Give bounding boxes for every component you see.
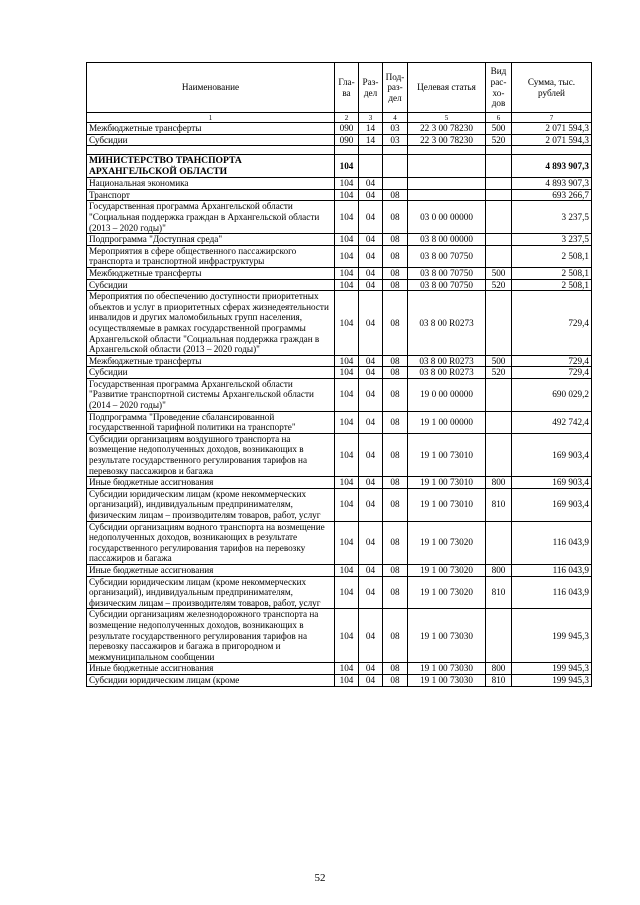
cell-sum: 729,4	[512, 367, 592, 379]
cell-sum: 2 508,1	[512, 267, 592, 279]
cell-name	[87, 146, 335, 155]
cell-vid	[486, 521, 512, 564]
cell-target: 19 1 00 73020	[408, 564, 486, 576]
cell-target: 19 1 00 00000	[408, 411, 486, 433]
cell-razdel: 04	[359, 564, 383, 576]
cell-target: 19 1 00 73010	[408, 477, 486, 489]
cell-podrazdel: 08	[383, 674, 408, 686]
cell-razdel	[359, 155, 383, 178]
table-row	[87, 378, 592, 411]
cell-podrazdel: 08	[383, 201, 408, 234]
cell-name: Государственная программа Архангельской области "Развитие транспортной системы Архангельской области (2014 – 2020 годы)"	[87, 378, 335, 411]
cell-razdel: 04	[359, 521, 383, 564]
cell-podrazdel	[383, 178, 408, 190]
cell-target: 03 8 00 70750	[408, 245, 486, 267]
column-number-row	[87, 113, 592, 123]
cell-vid	[486, 146, 512, 155]
cell-vid	[486, 433, 512, 476]
cell-target: 19 0 00 00000	[408, 378, 486, 411]
table-row	[87, 355, 592, 367]
table-row	[87, 411, 592, 433]
cell-razdel: 04	[359, 267, 383, 279]
cell-glava: 104	[335, 576, 359, 609]
cell-vid	[486, 155, 512, 178]
cell-vid: 500	[486, 267, 512, 279]
table-row	[87, 155, 592, 178]
cell-sum: 116 043,9	[512, 521, 592, 564]
cell-razdel: 04	[359, 201, 383, 234]
cell-vid	[486, 178, 512, 190]
header-glava: Гла- ва	[335, 63, 359, 113]
cell-name: Субсидии	[87, 134, 335, 146]
cell-vid	[486, 378, 512, 411]
cell-vid: 520	[486, 134, 512, 146]
cell-name: Мероприятия по обеспечению доступности приоритетных объектов и услуг в приоритетных сферах жизнедеятельности инвалидов и других маломобильных групп населения, осуществляемые в рамках государственной программы Архангельской области "Социальная поддержка граждан в Архангельской области (2013 – 2020 годы)"	[87, 291, 335, 356]
cell-podrazdel: 08	[383, 279, 408, 291]
table-row	[87, 564, 592, 576]
header-row	[87, 63, 592, 113]
cell-podrazdel: 08	[383, 576, 408, 609]
cell-sum: 729,4	[512, 291, 592, 356]
cell-glava: 104	[335, 609, 359, 663]
column-number: 1	[87, 113, 335, 123]
cell-sum: 199 945,3	[512, 609, 592, 663]
cell-razdel: 14	[359, 123, 383, 135]
cell-podrazdel: 08	[383, 234, 408, 246]
cell-podrazdel: 08	[383, 378, 408, 411]
table-row	[87, 488, 592, 521]
cell-name: Иные бюджетные ассигнования	[87, 477, 335, 489]
cell-target	[408, 189, 486, 201]
table-row	[87, 201, 592, 234]
cell-target: 03 8 00 R0273	[408, 291, 486, 356]
table-row	[87, 123, 592, 135]
cell-name: Субсидии юридическим лицам (кроме некоммерческих организаций), индивидуальным предпринимателям, физическим лицам – производителям товаров, работ, услуг	[87, 576, 335, 609]
cell-name: Субсидии	[87, 367, 335, 379]
column-number: 6	[486, 113, 512, 123]
cell-name: Субсидии организациям воздушного транспорта на возмещение недополученных доходов, возникающих в результате государственного регулирования тарифов на перевозку пассажиров и багажа	[87, 433, 335, 476]
cell-sum: 2 508,1	[512, 245, 592, 267]
table-row	[87, 609, 592, 663]
cell-vid	[486, 245, 512, 267]
cell-target: 03 8 00 70750	[408, 267, 486, 279]
cell-glava: 104	[335, 234, 359, 246]
cell-name: Субсидии	[87, 279, 335, 291]
cell-razdel: 04	[359, 477, 383, 489]
cell-podrazdel: 08	[383, 663, 408, 675]
cell-target: 19 1 00 73030	[408, 609, 486, 663]
cell-podrazdel	[383, 146, 408, 155]
cell-vid: 800	[486, 477, 512, 489]
cell-target: 19 1 00 73030	[408, 663, 486, 675]
table-row	[87, 477, 592, 489]
cell-vid: 800	[486, 564, 512, 576]
cell-razdel: 04	[359, 291, 383, 356]
cell-razdel	[359, 146, 383, 155]
cell-podrazdel: 03	[383, 123, 408, 135]
cell-name: Государственная программа Архангельской области "Социальная поддержка граждан в Архангельской области (2013 – 2020 годы)"	[87, 201, 335, 234]
cell-name: Иные бюджетные ассигнования	[87, 663, 335, 675]
cell-podrazdel: 03	[383, 134, 408, 146]
column-number: 2	[335, 113, 359, 123]
cell-glava: 104	[335, 411, 359, 433]
cell-podrazdel: 08	[383, 521, 408, 564]
cell-glava: 090	[335, 123, 359, 135]
cell-name: Межбюджетные трансферты	[87, 123, 335, 135]
table-row	[87, 234, 592, 246]
cell-name: Межбюджетные трансферты	[87, 355, 335, 367]
cell-sum: 729,4	[512, 355, 592, 367]
cell-name: Субсидии организациям железнодорожного транспорта на возмещение недополученных доходов, возникающих в результате государственного регулирования тарифов на перевозку пассажиров и багажа в пригородном и межмуниципальном сообщении	[87, 609, 335, 663]
cell-glava: 104	[335, 355, 359, 367]
cell-sum: 199 945,3	[512, 674, 592, 686]
cell-glava: 104	[335, 291, 359, 356]
table-row	[87, 134, 592, 146]
cell-razdel: 04	[359, 178, 383, 190]
cell-razdel: 04	[359, 234, 383, 246]
cell-target: 03 8 00 R0273	[408, 367, 486, 379]
cell-vid	[486, 234, 512, 246]
cell-vid: 500	[486, 355, 512, 367]
cell-sum: 690 029,2	[512, 378, 592, 411]
cell-sum: 199 945,3	[512, 663, 592, 675]
cell-sum: 4 893 907,3	[512, 155, 592, 178]
cell-vid	[486, 609, 512, 663]
header-sum: Сумма, тыс. рублей	[512, 63, 592, 113]
cell-vid	[486, 189, 512, 201]
cell-glava: 104	[335, 267, 359, 279]
cell-podrazdel: 08	[383, 477, 408, 489]
cell-podrazdel: 08	[383, 355, 408, 367]
spacer-row	[87, 146, 592, 155]
header-name: Наименование	[87, 63, 335, 113]
table-row	[87, 189, 592, 201]
cell-name: Подпрограмма "Проведение сбалансированной государственной тарифной политики на транспорте"	[87, 411, 335, 433]
column-number: 5	[408, 113, 486, 123]
cell-glava: 104	[335, 378, 359, 411]
cell-target: 19 1 00 73030	[408, 674, 486, 686]
cell-sum: 4 893 907,3	[512, 178, 592, 190]
table-row	[87, 245, 592, 267]
cell-razdel: 04	[359, 245, 383, 267]
cell-target: 19 1 00 73010	[408, 488, 486, 521]
cell-razdel: 04	[359, 189, 383, 201]
cell-glava: 104	[335, 564, 359, 576]
cell-razdel: 04	[359, 355, 383, 367]
cell-name: Транспорт	[87, 189, 335, 201]
cell-razdel: 04	[359, 378, 383, 411]
cell-razdel: 14	[359, 134, 383, 146]
cell-razdel: 04	[359, 674, 383, 686]
cell-podrazdel: 08	[383, 367, 408, 379]
header-razdel: Раз- дел	[359, 63, 383, 113]
cell-target: 03 8 00 70750	[408, 279, 486, 291]
cell-podrazdel: 08	[383, 267, 408, 279]
cell-razdel: 04	[359, 663, 383, 675]
cell-podrazdel: 08	[383, 411, 408, 433]
cell-vid: 810	[486, 488, 512, 521]
table-row	[87, 674, 592, 686]
cell-glava: 104	[335, 279, 359, 291]
table-row	[87, 279, 592, 291]
cell-razdel: 04	[359, 433, 383, 476]
page-number: 52	[314, 872, 326, 884]
cell-vid: 810	[486, 576, 512, 609]
cell-razdel: 04	[359, 279, 383, 291]
cell-name: МИНИСТЕРСТВО ТРАНСПОРТА АРХАНГЕЛЬСКОЙ ОБЛАСТИ	[87, 155, 335, 178]
table-row	[87, 367, 592, 379]
cell-sum: 169 903,4	[512, 477, 592, 489]
cell-vid: 500	[486, 123, 512, 135]
table-row	[87, 521, 592, 564]
cell-razdel: 04	[359, 488, 383, 521]
cell-sum: 2 071 594,3	[512, 123, 592, 135]
cell-target: 03 8 00 00000	[408, 234, 486, 246]
table-row	[87, 291, 592, 356]
cell-glava: 104	[335, 433, 359, 476]
cell-podrazdel: 08	[383, 189, 408, 201]
cell-sum: 116 043,9	[512, 576, 592, 609]
cell-glava	[335, 146, 359, 155]
column-number: 3	[359, 113, 383, 123]
cell-glava: 104	[335, 477, 359, 489]
table-row	[87, 267, 592, 279]
cell-name: Субсидии организациям водного транспорта на возмещение недополученных доходов, возникающих в результате государственного регулирования тарифов на перевозку пассажиров и багажа	[87, 521, 335, 564]
cell-glava: 104	[335, 674, 359, 686]
header-vid: Вид рас- хо- дов	[486, 63, 512, 113]
cell-razdel: 04	[359, 367, 383, 379]
cell-glava: 104	[335, 178, 359, 190]
column-number: 7	[512, 113, 592, 123]
table-row	[87, 433, 592, 476]
cell-vid: 520	[486, 367, 512, 379]
cell-target: 19 1 00 73010	[408, 433, 486, 476]
cell-razdel: 04	[359, 576, 383, 609]
cell-glava: 104	[335, 663, 359, 675]
cell-target: 03 0 00 00000	[408, 201, 486, 234]
cell-sum	[512, 146, 592, 155]
header-target: Целевая статья	[408, 63, 486, 113]
cell-name: Межбюджетные трансферты	[87, 267, 335, 279]
cell-glava: 104	[335, 488, 359, 521]
table-row	[87, 663, 592, 675]
cell-target: 22 3 00 78230	[408, 123, 486, 135]
cell-vid: 810	[486, 674, 512, 686]
cell-glava: 090	[335, 134, 359, 146]
cell-glava: 104	[335, 201, 359, 234]
cell-podrazdel: 08	[383, 564, 408, 576]
cell-target: 22 3 00 78230	[408, 134, 486, 146]
cell-sum: 169 903,4	[512, 488, 592, 521]
cell-sum: 169 903,4	[512, 433, 592, 476]
cell-sum: 2 508,1	[512, 279, 592, 291]
cell-target: 19 1 00 73020	[408, 521, 486, 564]
cell-target	[408, 146, 486, 155]
cell-sum: 3 237,5	[512, 234, 592, 246]
cell-sum: 693 266,7	[512, 189, 592, 201]
cell-vid	[486, 411, 512, 433]
cell-target	[408, 178, 486, 190]
cell-name: Подпрограмма "Доступная среда"	[87, 234, 335, 246]
column-number: 4	[383, 113, 408, 123]
cell-sum: 492 742,4	[512, 411, 592, 433]
table-row	[87, 576, 592, 609]
cell-target	[408, 155, 486, 178]
cell-podrazdel: 08	[383, 433, 408, 476]
cell-name: Иные бюджетные ассигнования	[87, 564, 335, 576]
cell-name: Субсидии юридическим лицам (кроме некоммерческих организаций), индивидуальным предпринимателям, физическим лицам – производителям товаров, работ, услуг	[87, 488, 335, 521]
cell-vid	[486, 291, 512, 356]
table-row	[87, 178, 592, 190]
budget-table	[86, 62, 592, 687]
cell-glava: 104	[335, 367, 359, 379]
table-body	[87, 123, 592, 687]
cell-glava: 104	[335, 189, 359, 201]
cell-razdel: 04	[359, 609, 383, 663]
cell-name: Мероприятия в сфере общественного пассажирского транспорта и транспортной инфраструктуры	[87, 245, 335, 267]
cell-podrazdel	[383, 155, 408, 178]
cell-sum: 116 043,9	[512, 564, 592, 576]
cell-vid	[486, 201, 512, 234]
cell-podrazdel: 08	[383, 488, 408, 521]
cell-name: Субсидии юридическим лицам (кроме	[87, 674, 335, 686]
cell-podrazdel: 08	[383, 291, 408, 356]
cell-sum: 2 071 594,3	[512, 134, 592, 146]
cell-glava: 104	[335, 155, 359, 178]
cell-vid: 800	[486, 663, 512, 675]
cell-glava: 104	[335, 245, 359, 267]
header-podrazdel: Под- раз- дел	[383, 63, 408, 113]
budget-table-container	[86, 62, 591, 687]
cell-target: 19 1 00 73020	[408, 576, 486, 609]
cell-podrazdel: 08	[383, 245, 408, 267]
cell-sum: 3 237,5	[512, 201, 592, 234]
cell-name: Национальная экономика	[87, 178, 335, 190]
cell-vid: 520	[486, 279, 512, 291]
cell-glava: 104	[335, 521, 359, 564]
cell-razdel: 04	[359, 411, 383, 433]
cell-podrazdel: 08	[383, 609, 408, 663]
cell-target: 03 8 00 R0273	[408, 355, 486, 367]
